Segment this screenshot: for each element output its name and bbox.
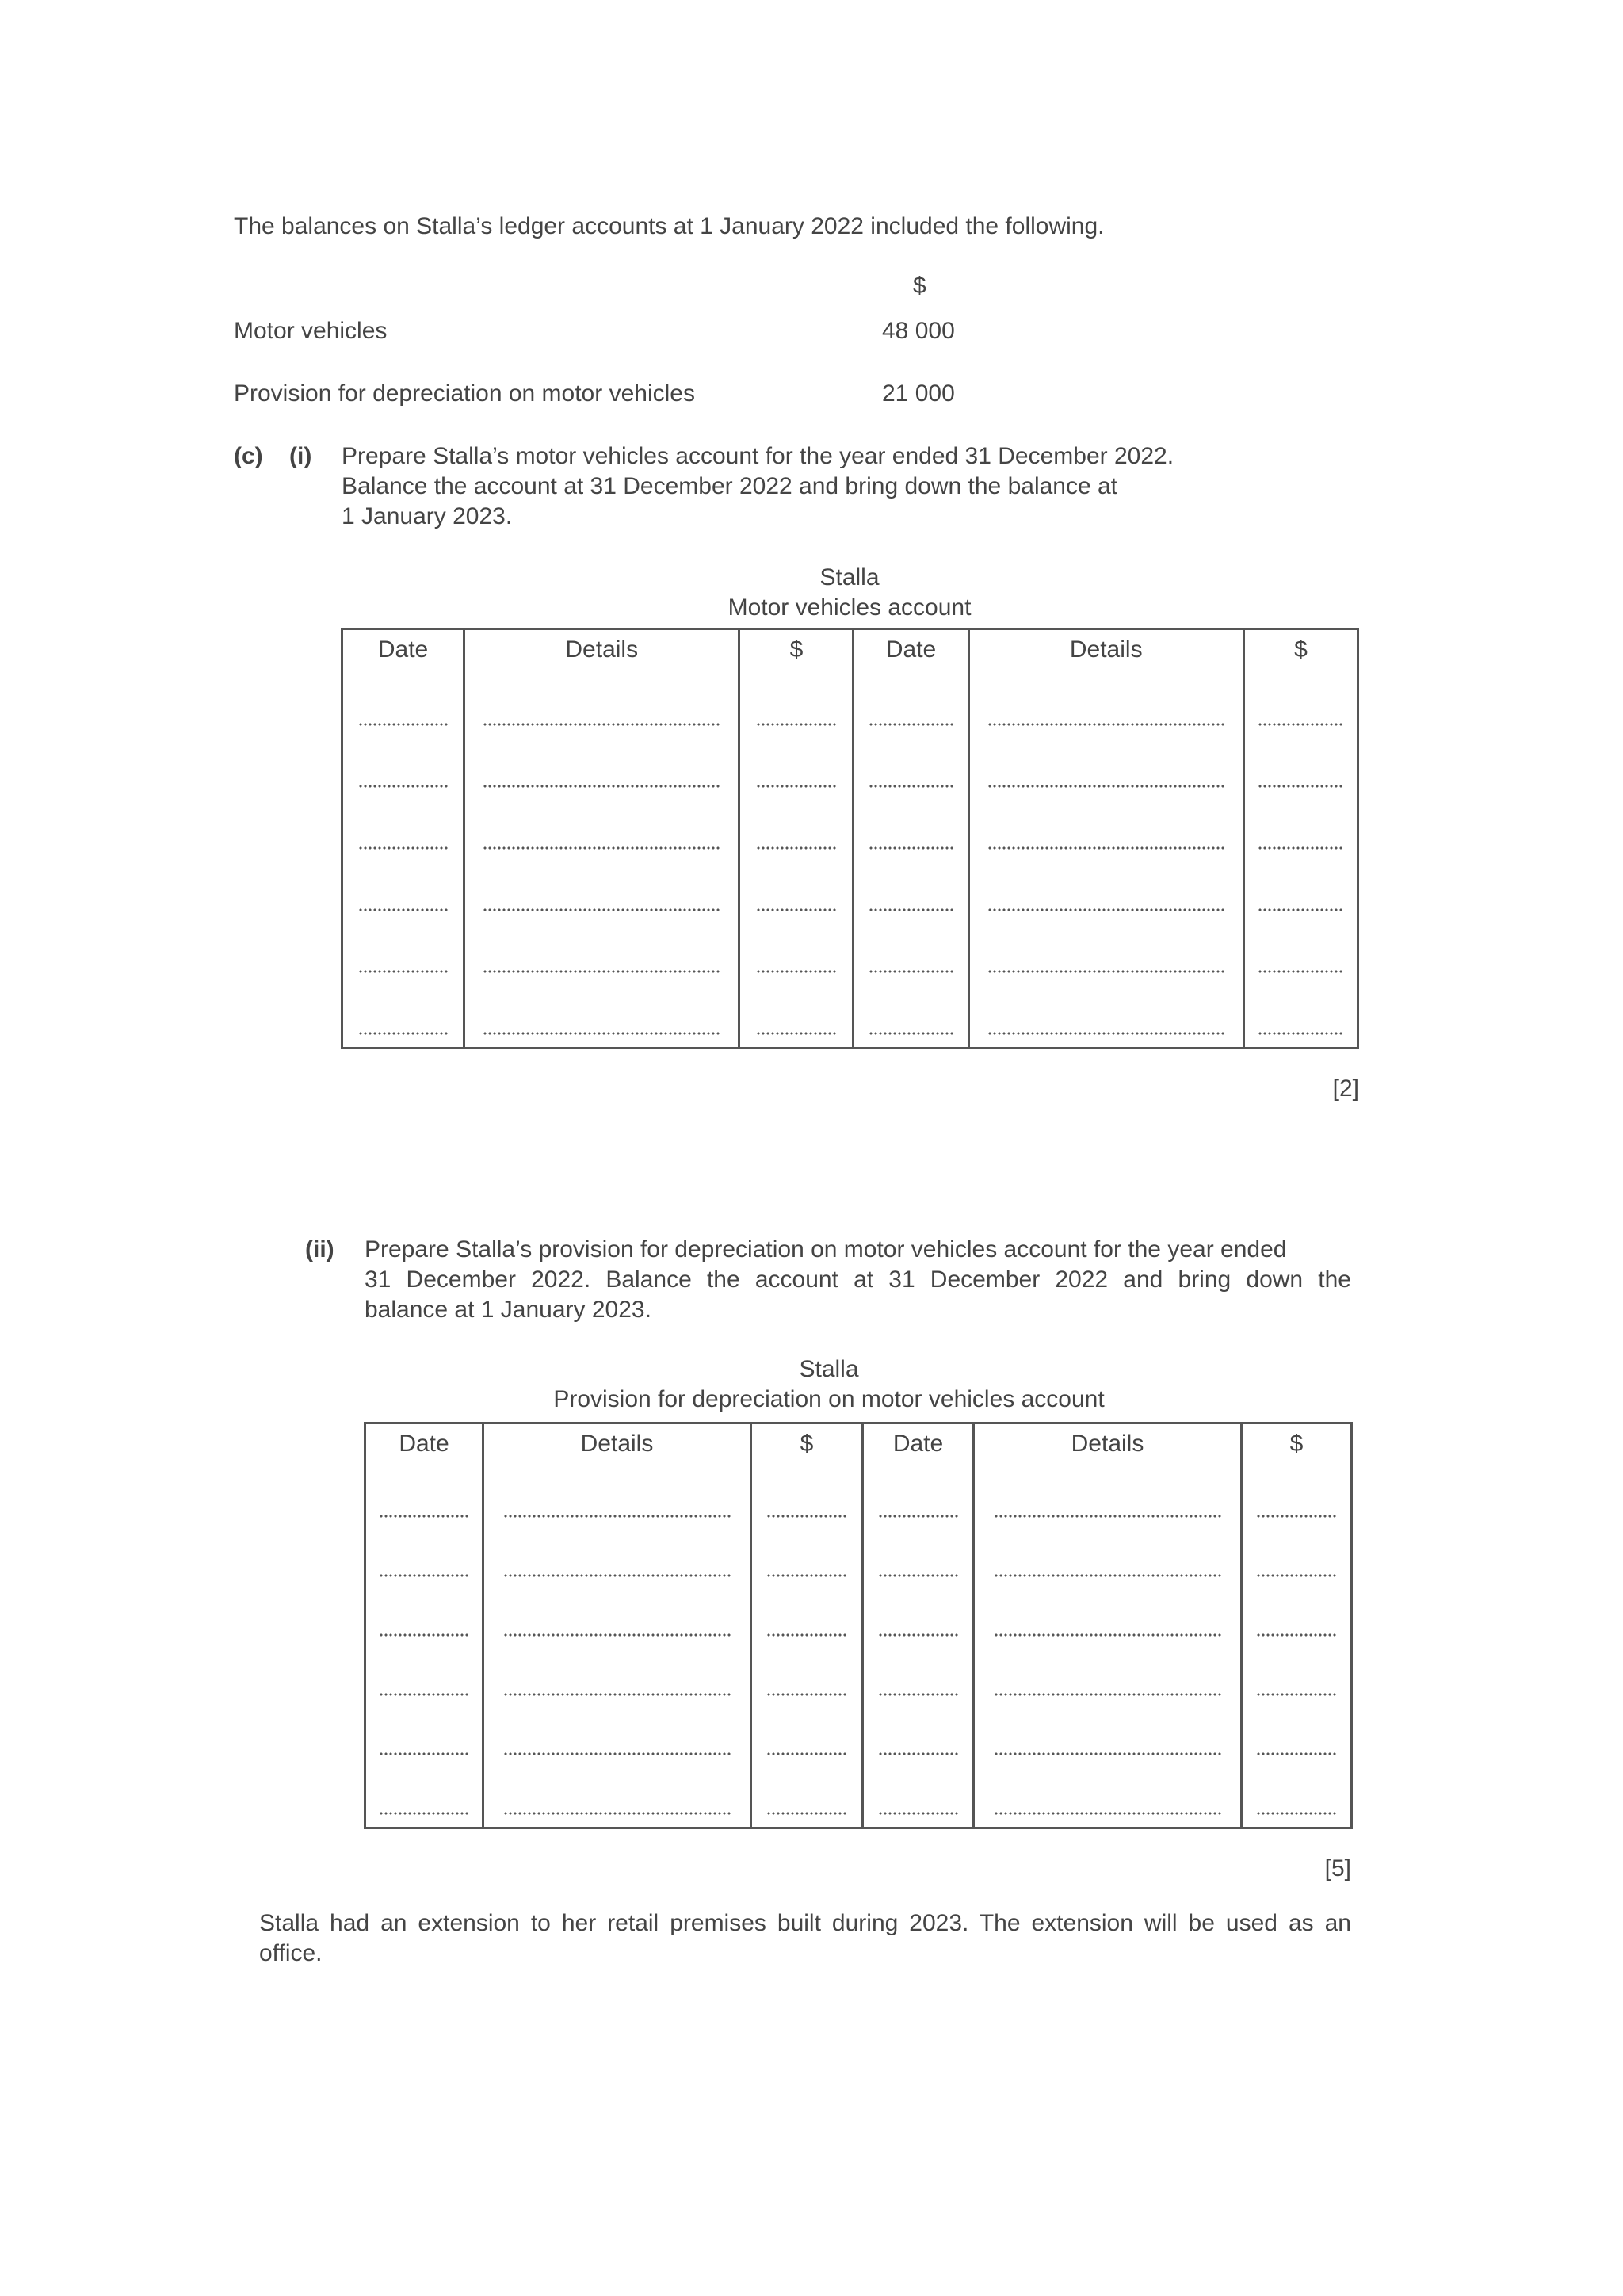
answer-cell-date-debit[interactable] [365,1767,483,1828]
part-c-label: (c) [234,443,263,469]
answer-cell-amount-credit[interactable] [1242,1530,1352,1589]
dotted-answer-line [756,846,837,850]
account-i-owner: Stalla [819,564,880,590]
answer-cell-amount-credit[interactable] [1242,1648,1352,1708]
column-header-details-debit: Details [464,629,739,677]
dotted-answer-line [1258,907,1343,912]
answer-cell-date-debit[interactable] [365,1530,483,1589]
question-i-line-2: Balance the account at 31 December 2022 and bring down the balance at [342,473,1118,499]
answer-cell-details-credit[interactable] [968,676,1243,738]
dotted-answer-line [878,1752,959,1756]
answer-cell-amount-debit[interactable] [739,923,854,985]
dotted-answer-line [987,1031,1225,1036]
answer-cell-amount-credit[interactable] [1242,1708,1352,1767]
answer-cell-details-debit[interactable] [483,1708,751,1767]
answer-cell-amount-credit[interactable] [1243,985,1358,1049]
answer-row [365,1648,1352,1708]
ledger-header-row [365,1423,1352,1471]
column-header-amount-credit: $ [1242,1423,1352,1471]
answer-cell-amount-debit[interactable] [739,676,854,738]
dotted-answer-line [358,969,449,974]
answer-cell-date-debit[interactable] [365,1589,483,1648]
question-i-line-3: 1 January 2023. [342,503,513,529]
dotted-answer-line [379,1514,469,1519]
dotted-answer-line [766,1692,847,1697]
answer-cell-details-credit[interactable] [968,985,1243,1049]
answer-cell-date-credit[interactable] [854,676,968,738]
dotted-answer-line [503,1811,731,1816]
question-ii-line-3: balance at 1 January 2023. [365,1297,651,1323]
marks-i: [2] [1332,1075,1359,1102]
answer-cell-amount-debit[interactable] [739,985,854,1049]
column-header-date-debit: Date [342,629,464,677]
dotted-answer-line [1256,1752,1337,1756]
dotted-answer-line [503,1573,731,1578]
dotted-answer-line [878,1692,959,1697]
motor-vehicles-account-table [341,628,1359,1049]
column-header-amount-debit: $ [751,1423,863,1471]
dotted-answer-line [987,969,1225,974]
answer-cell-date-credit[interactable] [863,1530,974,1589]
answer-cell-details-credit[interactable] [968,738,1243,800]
dotted-answer-line [1256,1811,1337,1816]
answer-cell-details-debit[interactable] [464,861,739,923]
dotted-answer-line [358,722,449,727]
dotted-answer-line [483,722,720,727]
dotted-answer-line [766,1752,847,1756]
dotted-answer-line [756,969,837,974]
dotted-answer-line [483,784,720,789]
question-ii-line-2: 31 December 2022. Balance the account at 31 December 2022 and bring down the [365,1266,1351,1293]
answer-cell-amount-debit[interactable] [751,1648,863,1708]
answer-cell-date-credit[interactable] [854,738,968,800]
answer-cell-details-credit[interactable] [974,1708,1242,1767]
balance-label-motor-vehicles: Motor vehicles [234,318,388,344]
balance-value-provision: 21 000 [882,380,955,407]
answer-cell-date-credit[interactable] [854,861,968,923]
answer-cell-amount-credit[interactable] [1243,861,1358,923]
dotted-answer-line [766,1514,847,1519]
dotted-answer-line [483,969,720,974]
part-c-i-label: (i) [289,443,312,469]
answer-row [365,1589,1352,1648]
dotted-answer-line [1256,1692,1337,1697]
column-header-date-debit: Date [365,1423,483,1471]
answer-cell-amount-credit[interactable] [1242,1470,1352,1530]
dotted-answer-line [1258,722,1343,727]
answer-cell-details-debit[interactable] [464,800,739,861]
dotted-answer-line [483,1031,720,1036]
answer-cell-details-debit[interactable] [464,738,739,800]
ledger-header-row [342,629,1358,677]
answer-cell-amount-debit[interactable] [751,1470,863,1530]
answer-cell-details-credit[interactable] [968,861,1243,923]
answer-cell-details-credit[interactable] [974,1767,1242,1828]
dotted-answer-line [483,846,720,850]
dotted-answer-line [756,1031,837,1036]
answer-cell-details-credit[interactable] [968,923,1243,985]
answer-cell-date-debit[interactable] [342,861,464,923]
provision-depreciation-account-table [364,1422,1353,1829]
dotted-answer-line [878,1633,959,1637]
answer-cell-date-credit[interactable] [863,1470,974,1530]
answer-cell-date-debit[interactable] [342,738,464,800]
answer-cell-date-debit[interactable] [365,1648,483,1708]
answer-cell-date-credit[interactable] [854,923,968,985]
answer-cell-date-credit[interactable] [863,1648,974,1708]
dotted-answer-line [358,784,449,789]
dotted-answer-line [1258,784,1343,789]
dotted-answer-line [503,1752,731,1756]
answer-cell-details-debit[interactable] [464,985,739,1049]
answer-row [365,1530,1352,1589]
closing-line-2: office. [259,1940,323,1966]
answer-cell-details-debit[interactable] [483,1530,751,1589]
answer-cell-date-debit[interactable] [342,985,464,1049]
dotted-answer-line [1258,969,1343,974]
answer-row [342,985,1358,1049]
answer-cell-amount-debit[interactable] [751,1530,863,1589]
dotted-answer-line [869,969,954,974]
dotted-answer-line [869,846,954,850]
dotted-answer-line [1256,1633,1337,1637]
question-i-line-1: Prepare Stalla’s motor vehicles account for the year ended 31 December 2022. [342,443,1174,469]
dotted-answer-line [379,1633,469,1637]
answer-row [342,676,1358,738]
answer-cell-date-debit[interactable] [365,1708,483,1767]
dotted-answer-line [766,1633,847,1637]
balance-value-motor-vehicles: 48 000 [882,318,955,344]
answer-cell-amount-credit[interactable] [1243,738,1358,800]
dotted-answer-line [878,1573,959,1578]
answer-cell-amount-debit[interactable] [751,1589,863,1648]
answer-cell-date-debit[interactable] [365,1470,483,1530]
dotted-answer-line [987,846,1225,850]
answer-cell-amount-debit[interactable] [751,1767,863,1828]
column-header-details-credit: Details [974,1423,1242,1471]
dotted-answer-line [994,1811,1222,1816]
account-ii-title: Provision for depreciation on motor vehicles account [553,1386,1105,1412]
dotted-answer-line [358,1031,449,1036]
dotted-answer-line [756,907,837,912]
answer-cell-date-credit[interactable] [863,1767,974,1828]
dotted-answer-line [994,1692,1222,1697]
answer-cell-amount-credit[interactable] [1243,923,1358,985]
answer-cell-details-debit[interactable] [483,1589,751,1648]
answer-cell-date-debit[interactable] [342,676,464,738]
dotted-answer-line [1256,1573,1337,1578]
answer-row [342,923,1358,985]
answer-cell-date-credit[interactable] [854,985,968,1049]
dotted-answer-line [869,907,954,912]
answer-row [342,861,1358,923]
dotted-answer-line [503,1633,731,1637]
column-header-amount-debit: $ [739,629,854,677]
dotted-answer-line [756,722,837,727]
answer-row [342,738,1358,800]
answer-cell-amount-debit[interactable] [739,800,854,861]
marks-ii: [5] [1324,1855,1351,1881]
answer-cell-details-debit[interactable] [483,1767,751,1828]
answer-cell-amount-credit[interactable] [1243,676,1358,738]
answer-row [365,1470,1352,1530]
dotted-answer-line [379,1752,469,1756]
dotted-answer-line [483,907,720,912]
account-i-title: Motor vehicles account [727,594,972,621]
dotted-answer-line [987,784,1225,789]
answer-cell-details-debit[interactable] [464,923,739,985]
answer-row [365,1708,1352,1767]
intro-text: The balances on Stalla’s ledger accounts at 1 January 2022 included the following. [234,213,1105,239]
dotted-answer-line [994,1573,1222,1578]
dotted-answer-line [379,1811,469,1816]
answer-cell-amount-credit[interactable] [1243,800,1358,861]
answer-cell-amount-credit[interactable] [1242,1589,1352,1648]
column-header-date-credit: Date [863,1423,974,1471]
dotted-answer-line [994,1752,1222,1756]
dotted-answer-line [869,1031,954,1036]
answer-cell-date-credit[interactable] [854,800,968,861]
dotted-answer-line [1256,1514,1337,1519]
dotted-answer-line [878,1514,959,1519]
answer-cell-details-debit[interactable] [483,1648,751,1708]
answer-cell-details-credit[interactable] [968,800,1243,861]
dotted-answer-line [379,1573,469,1578]
answer-cell-details-credit[interactable] [974,1589,1242,1648]
currency-header: $ [913,273,926,299]
column-header-amount-credit: $ [1243,629,1358,677]
answer-cell-details-debit[interactable] [483,1470,751,1530]
answer-cell-details-credit[interactable] [974,1648,1242,1708]
answer-cell-amount-debit[interactable] [739,738,854,800]
closing-line-1: Stalla had an extension to her retail premises built during 2023. The extension will be used as an [259,1910,1351,1936]
dotted-answer-line [756,784,837,789]
dotted-answer-line [878,1811,959,1816]
balance-label-provision: Provision for depreciation on motor vehicles [234,380,695,407]
answer-row [365,1767,1352,1828]
answer-cell-amount-credit[interactable] [1242,1767,1352,1828]
answer-cell-amount-debit[interactable] [739,861,854,923]
answer-cell-amount-debit[interactable] [751,1708,863,1767]
dotted-answer-line [994,1633,1222,1637]
answer-cell-details-debit[interactable] [464,676,739,738]
answer-cell-details-credit[interactable] [974,1530,1242,1589]
dotted-answer-line [869,722,954,727]
answer-cell-details-credit[interactable] [974,1470,1242,1530]
answer-row [342,800,1358,861]
dotted-answer-line [766,1811,847,1816]
dotted-answer-line [503,1514,731,1519]
question-ii-line-1: Prepare Stalla’s provision for depreciation on motor vehicles account for the year ended [365,1236,1287,1263]
answer-cell-date-credit[interactable] [863,1708,974,1767]
dotted-answer-line [987,907,1225,912]
column-header-details-debit: Details [483,1423,751,1471]
column-header-date-credit: Date [854,629,968,677]
dotted-answer-line [379,1692,469,1697]
dotted-answer-line [994,1514,1222,1519]
dotted-answer-line [1258,846,1343,850]
answer-cell-date-debit[interactable] [342,923,464,985]
answer-cell-date-credit[interactable] [863,1589,974,1648]
dotted-answer-line [869,784,954,789]
dotted-answer-line [766,1573,847,1578]
column-header-details-credit: Details [968,629,1243,677]
answer-cell-date-debit[interactable] [342,800,464,861]
dotted-answer-line [1258,1031,1343,1036]
account-ii-owner: Stalla [799,1356,859,1382]
dotted-answer-line [358,907,449,912]
dotted-answer-line [987,722,1225,727]
dotted-answer-line [503,1692,731,1697]
dotted-answer-line [358,846,449,850]
part-c-ii-label: (ii) [305,1236,334,1263]
